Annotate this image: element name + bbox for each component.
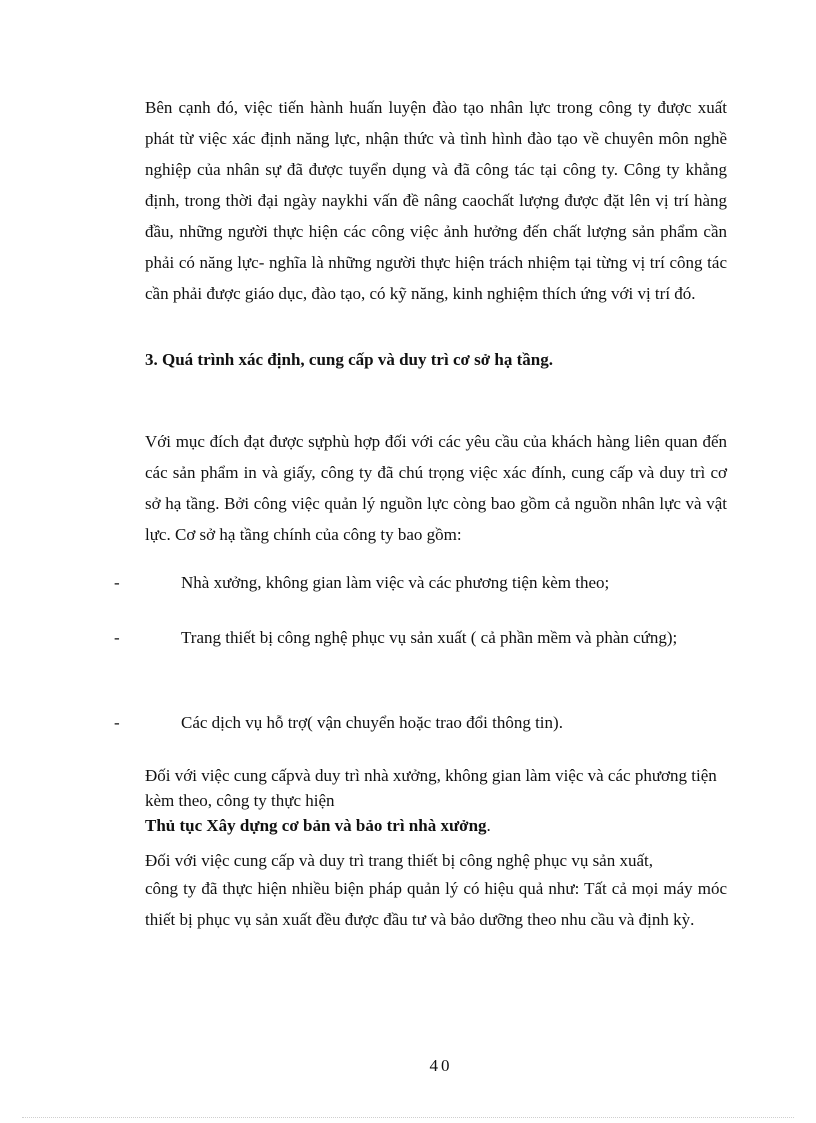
bullet-text: Trang thiết bị công nghệ phục vụ sản xuất ( cả phần mềm và phàn cứng);	[181, 628, 678, 647]
page-number: 40	[429, 1056, 453, 1075]
paragraph-text: công ty đã thực hiện nhiều biện pháp quản lý có hiệu quả như: Tất cả mọi máy móc thiết bị phục vụ sản xuất đều được đầu tư và bảo dưỡng theo nhu cầu và định kỳ.	[145, 879, 727, 929]
paragraph-text: Đối với việc cung cấpvà duy trì nhà xưởng, không gian làm việc và các phương tiện kèm theo, công ty thực hiện	[145, 766, 717, 810]
paragraph-text: Đối với việc cung cấp và duy trì trang thiết bị công nghệ phục vụ sản xuất,	[145, 851, 653, 870]
bullet-dash: -	[114, 628, 120, 647]
bullet-dash: -	[114, 713, 120, 732]
procedure-title: Thủ tục Xây dựng cơ bản và bảo trì nhà xưởng	[145, 816, 487, 835]
body-paragraph: Với mục đích đạt được sựphù hợp đối với các yêu cầu của khách hàng liên quan đến các sản phẩm in và giấy, công ty đã chú trọng việc xác đính, cung cấp và duy trì cơ sở hạ tầng. Bởi công việc quản lý nguồn lực còng bao gồm cả nguồn nhân lực và vật lực. Cơ sở hạ tầng chính của công ty bao gồm:	[145, 432, 727, 544]
bullet-item	[114, 567, 727, 598]
body-paragraph	[145, 763, 727, 838]
body-paragraph	[145, 848, 727, 935]
bullet-dash: -	[114, 573, 120, 592]
bullet-item	[114, 622, 727, 653]
bullet-text: Các dịch vụ hỗ trợ( vận chuyển hoặc trao đổi thông tin).	[181, 713, 563, 732]
page-bottom-divider	[22, 1117, 794, 1118]
section-heading: 3. Quá trình xác định, cung cấp và duy trì cơ sở hạ tầng.	[145, 350, 553, 369]
bullet-item	[114, 707, 727, 738]
paragraph-end: .	[486, 816, 491, 835]
bullet-text: Nhà xưởng, không gian làm việc và các phương tiện kèm theo;	[181, 573, 610, 592]
body-paragraph: Bên cạnh đó, việc tiến hành huấn luyện đào tạo nhân lực trong công ty được xuất phát từ việc xác định năng lực, nhận thức và tình hình đào tạo về chuyên môn nghề nghiệp của nhân sự đã được tuyển dụng và đã công tác tại công ty. Công ty khẳng định, trong thời đại ngày naykhi vấn đề nâng caochất lượng được đặt lên vị trí hàng đầu, những người thực hiện các công việc ảnh hưởng đến chất lượng sản phẩm cần phải có năng lực- nghĩa là những người thực hiện trách nhiệm tại từng vị trí công tác cần phải được giáo dục, đào tạo, có kỹ năng, kinh nghiệm thích ứng với vị trí đó.	[145, 98, 727, 303]
